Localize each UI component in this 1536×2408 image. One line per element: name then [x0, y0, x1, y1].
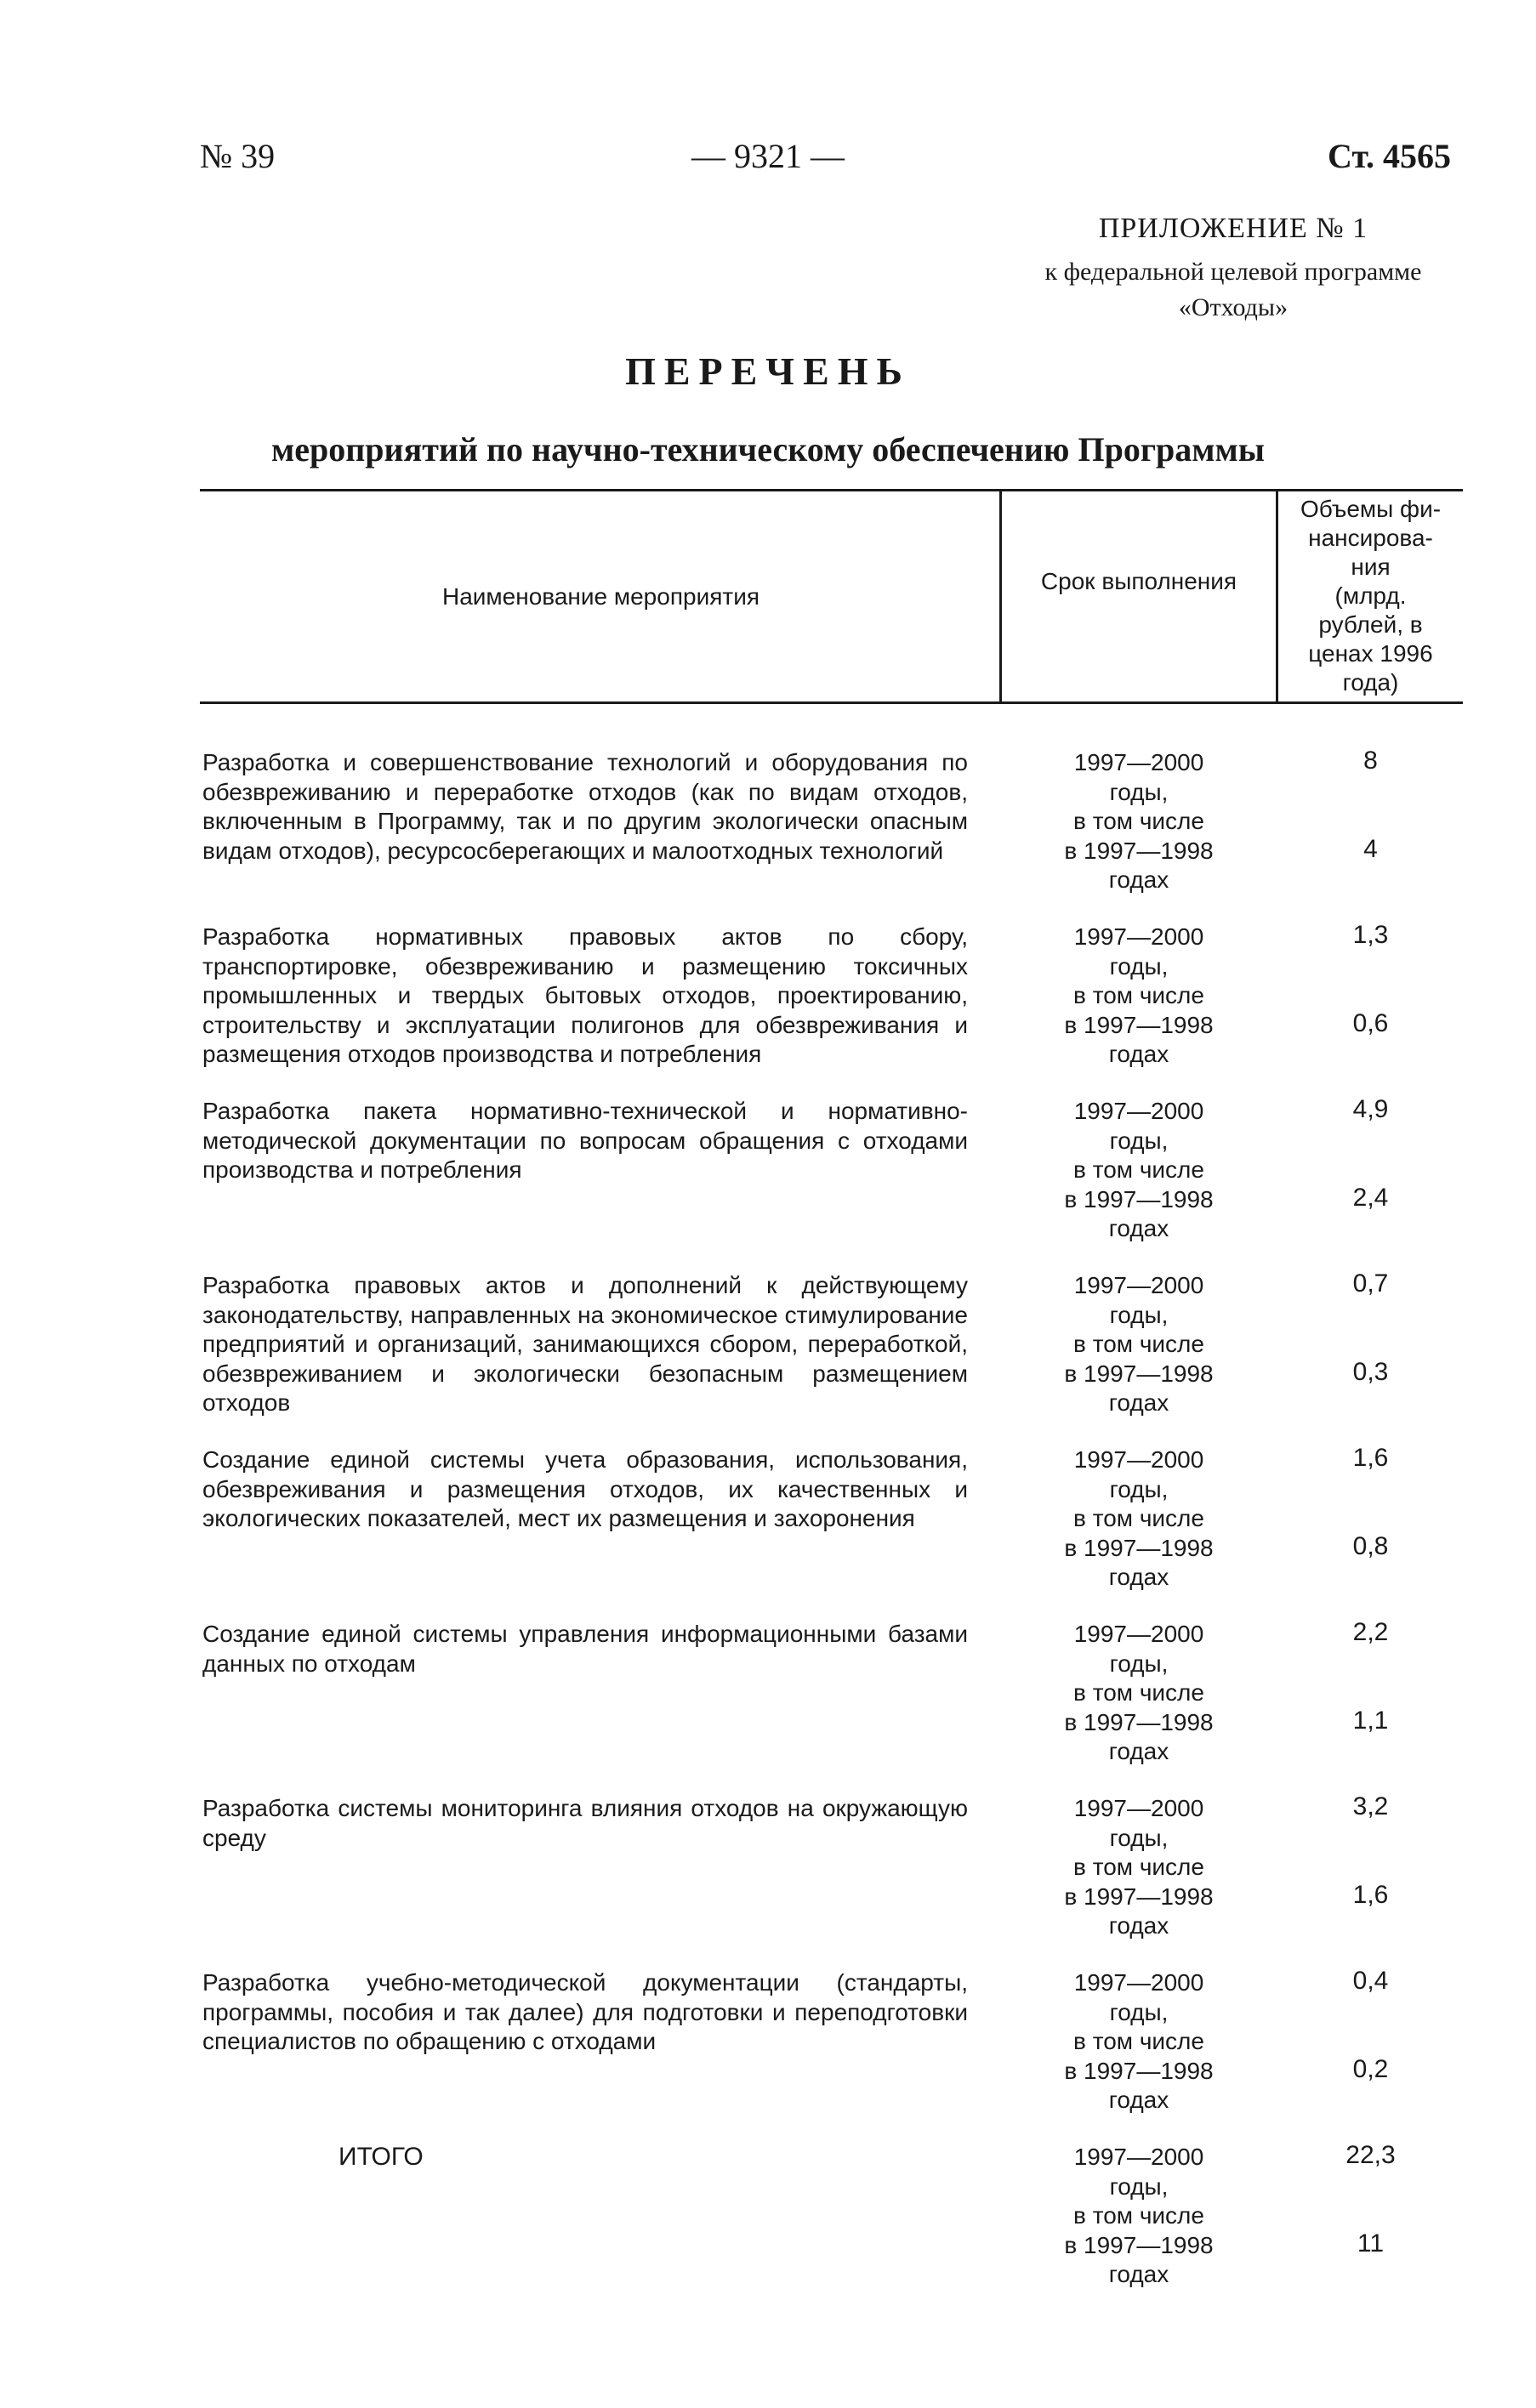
funding-1997-1998: 1,1: [1352, 1706, 1389, 1735]
table-header-rule: [200, 701, 1463, 704]
funding-total: 1,3: [1352, 921, 1389, 949]
term-line: годах: [1108, 2261, 1169, 2287]
term-line: годы,: [1109, 1650, 1169, 1677]
term-line: в 1997—1998: [1064, 1360, 1214, 1387]
funding-total: 2,2: [1352, 1618, 1389, 1646]
activity-name: Разработка пакета нормативно-технической и нормативно-методической документации по вопросам обращения с отходами производства и потребления: [202, 1098, 968, 1183]
term-line: в 1997—1998: [1064, 1185, 1214, 1213]
activity-name: Разработка учебно-методической документации (стандарты, программы, пособия и так далее) для подготовки и переподготовки специалистов по обращению с отходами: [202, 1969, 968, 2054]
term-line: 1997—2000: [1073, 1272, 1204, 1298]
term-line: в том числе: [1073, 1156, 1204, 1183]
funding-1997-1998: 11: [1357, 2229, 1385, 2258]
term-line: годах: [1108, 1041, 1169, 1067]
term-line: годы,: [1109, 1824, 1169, 1851]
term-line: в том числе: [1073, 2202, 1204, 2229]
term-line: годах: [1108, 1564, 1169, 1590]
issue-number: № 39: [200, 137, 276, 175]
term-line: годы,: [1109, 1127, 1169, 1154]
funding-1997-1998: 1,6: [1352, 1880, 1389, 1909]
funding-1997-1998: 2,4: [1352, 1183, 1389, 1212]
term-line: 1997—2000: [1073, 1446, 1204, 1473]
term-line: годах: [1108, 1912, 1169, 1939]
document-subtitle: мероприятий по научно-техническому обеспечению Программы: [271, 430, 1265, 469]
term-line: годы,: [1109, 1998, 1169, 2025]
funding-1997-1998: 0,3: [1352, 1357, 1389, 1386]
term-line: 1997—2000: [1073, 1621, 1204, 1647]
term-line: в 1997—1998: [1064, 2057, 1214, 2084]
funding-total: 4,9: [1352, 1095, 1389, 1123]
funding-total: 22,3: [1345, 2141, 1396, 2169]
activity-name: Разработка нормативных правовых актов по сбору, транспортировке, обезвреживанию и размещению токсичных промышленных и твердых бытовых отходов, проектированию, строительству и эксплуатации полигонов для обезвреживания и размещения отходов производства и потребления: [202, 923, 968, 1067]
funding-total: 8: [1363, 747, 1378, 775]
activity-name: Разработка системы мониторинга влияния отходов на окружающую среду: [202, 1795, 968, 1851]
term-line: годах: [1108, 1738, 1169, 1764]
funding-total: 1,6: [1352, 1444, 1389, 1472]
funding-1997-1998: 4: [1363, 834, 1378, 863]
funding-1997-1998: 0,6: [1352, 1008, 1389, 1037]
term-cell: [1002, 923, 1276, 1070]
term-cell: [1002, 748, 1276, 895]
funding-total: 3,2: [1352, 1792, 1389, 1820]
term-line: 1997—2000: [1073, 1969, 1204, 1996]
term-line: в 1997—1998: [1064, 1883, 1214, 1910]
header-term: Срок выполнения: [1040, 568, 1237, 594]
term-line: 1997—2000: [1073, 1795, 1204, 1821]
funding-total: 0,7: [1352, 1269, 1389, 1298]
term-line: 1997—2000: [1073, 749, 1204, 775]
term-line: в 1997—1998: [1064, 1708, 1214, 1735]
term-line: годах: [1108, 2087, 1169, 2113]
term-line: 1997—2000: [1073, 2144, 1204, 2170]
term-line: в том числе: [1073, 1505, 1204, 1531]
term-line: годы,: [1109, 1475, 1169, 1502]
funding-1997-1998: 0,2: [1352, 2054, 1389, 2083]
term-cell: [1002, 1097, 1276, 1244]
term-line: в том числе: [1073, 808, 1204, 834]
term-line: годы,: [1109, 952, 1169, 980]
term-line: годах: [1108, 1389, 1169, 1416]
term-cell: [1002, 2143, 1276, 2290]
term-line: 1997—2000: [1073, 923, 1204, 950]
term-line: годы,: [1109, 1301, 1169, 1328]
term-cell: [1002, 1620, 1276, 1767]
term-line: в 1997—1998: [1064, 2231, 1214, 2258]
term-line: годах: [1108, 1215, 1169, 1241]
term-line: в 1997—1998: [1064, 1534, 1214, 1561]
activity-name: Создание единой системы учета образования, использования, обезвреживания и размещения отходов, их качественных и экологических показателей, мест их размещения и захоронения: [202, 1446, 968, 1531]
term-cell: [1002, 1794, 1276, 1941]
header-funding: Объемы фи- нансирова- ния (млрд. рублей, в ценах 1996 года): [1300, 496, 1442, 696]
term-line: в том числе: [1073, 1854, 1204, 1880]
term-line: 1997—2000: [1073, 1098, 1204, 1124]
header-divider-1: [999, 491, 1002, 701]
appendix-line-2: «Отходы»: [1178, 293, 1289, 321]
term-cell: [1002, 1445, 1276, 1593]
activity-name: Разработка и совершенствование технологий и оборудования по обезвреживанию и переработке отходов (как по видам отходов, включенным в Программу, так и по другим экологически опасным видам отходов), ресурсосберегающих и малоотходных технологий: [202, 749, 968, 864]
funding-1997-1998: 0,8: [1352, 1531, 1389, 1560]
term-line: в том числе: [1073, 1679, 1204, 1706]
term-line: в том числе: [1073, 982, 1204, 1008]
term-cell: [1002, 1271, 1276, 1418]
term-line: годах: [1108, 866, 1169, 893]
total-label: ИТОГО: [338, 2143, 424, 2171]
appendix-title: ПРИЛОЖЕНИЕ № 1: [1098, 213, 1368, 244]
term-line: в 1997—1998: [1064, 837, 1214, 864]
term-cell: [1002, 1968, 1276, 2116]
document-title: ПЕРЕЧЕНЬ: [625, 349, 911, 393]
table-top-rule: [200, 489, 1463, 491]
page-number: — 9321 —: [691, 137, 845, 175]
activity-name: Создание единой системы управления информационными базами данных по отходам: [202, 1621, 968, 1677]
appendix-line-1: к федеральной целевой программе: [1044, 258, 1422, 286]
activity-name: Разработка правовых актов и дополнений к действующему законодательству, направленных на экономическое стимулирование предприятий и организаций, занимающихся сбором, переработкой, обезвреживанием и экологически безопасным размещением отходов: [202, 1272, 968, 1416]
term-line: в том числе: [1073, 1331, 1204, 1357]
term-line: в 1997—1998: [1064, 1011, 1214, 1038]
term-line: в том числе: [1073, 2028, 1204, 2054]
article-number: Ст. 4565: [1328, 137, 1451, 175]
term-line: годы,: [1109, 2172, 1169, 2200]
funding-total: 0,4: [1352, 1967, 1389, 1995]
term-line: годы,: [1109, 778, 1169, 805]
header-name: Наименование мероприятия: [441, 583, 759, 610]
